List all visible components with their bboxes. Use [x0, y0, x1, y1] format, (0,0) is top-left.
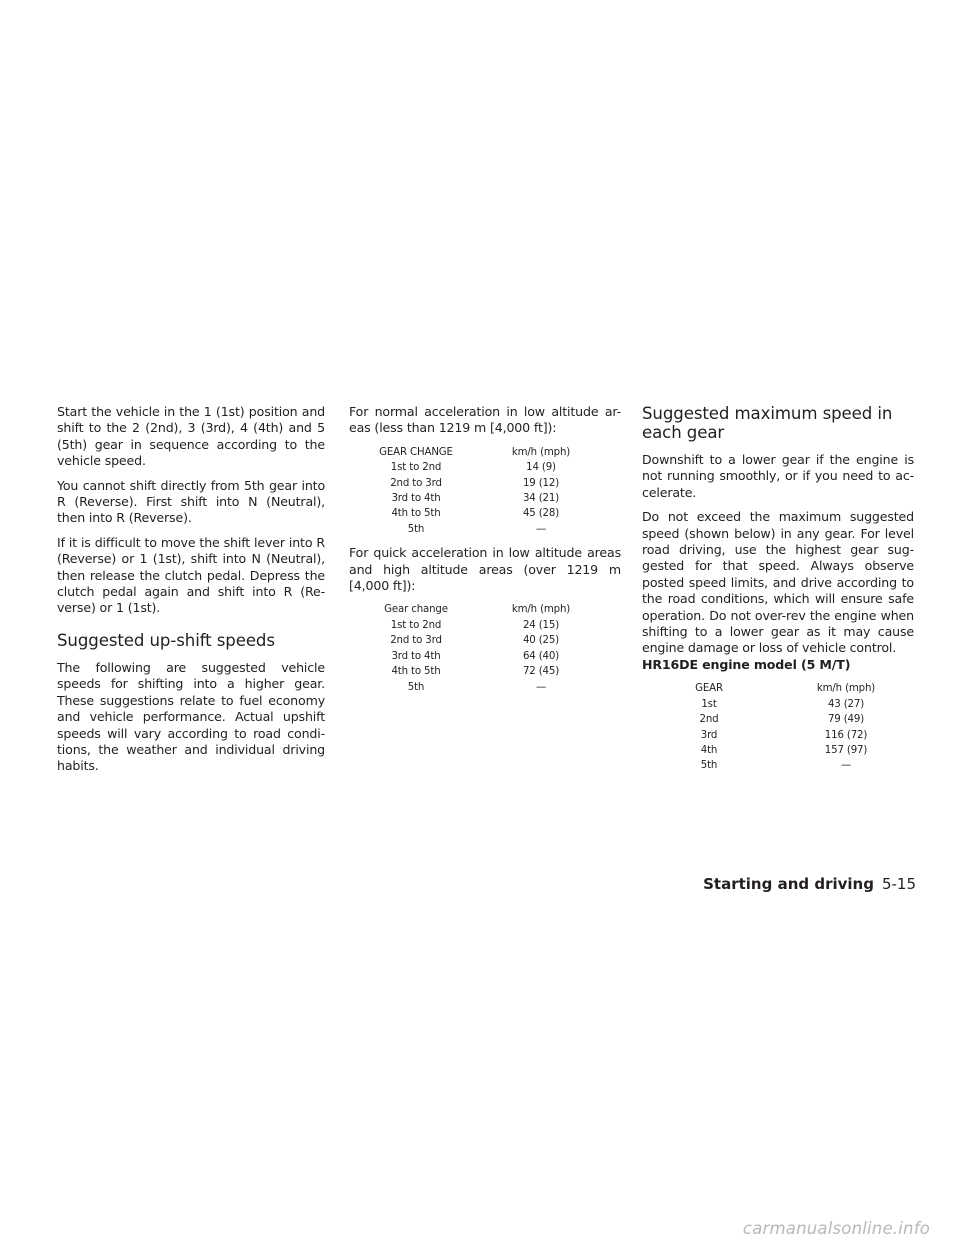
paragraph-quick-acceleration: For quick acceleration in low altitude areas and high altitude areas (over 1219 m [4,000 ft]): — [349, 545, 621, 594]
heading-upshift-speeds: Suggested up-shift speeds — [57, 630, 275, 650]
table-cell-gear: 5th — [407, 523, 425, 535]
table-header-row — [375, 445, 593, 460]
table-header-speed: km/h (mph) — [816, 683, 876, 695]
table-cell-speed: 157 (97) — [824, 744, 868, 756]
table-row — [375, 680, 593, 695]
table-header-speed: km/h (mph) — [511, 446, 571, 458]
paragraph-start-vehicle: Start the vehicle in the 1 (1st) position and shift to the 2 (2nd), 3 (3rd), 4 (4th) and 5 (5th) gear in sequence according to the vehicle speed. — [57, 404, 325, 469]
table-max-speed — [678, 681, 896, 773]
table-cell-speed: 72 (45) — [522, 666, 560, 678]
page-footer — [703, 875, 916, 893]
watermark: carmanualsonline.info — [742, 1219, 930, 1238]
table-cell-speed: — — [840, 760, 852, 772]
footer-section-title: Starting and driving — [703, 875, 874, 893]
paragraph-downshift: Downshift to a lower gear if the engine is not running smoothly, or if you need to ac-celerate. — [642, 452, 914, 500]
paragraph-upshift-info: The following are suggested vehicle speeds for shifting into a higher gear. These suggestions relate to fuel economy and vehicle performance. Actual upshift speeds will vary according to road condi-tions, the weather and individual driving habits. — [57, 659, 325, 774]
table-cell-speed: 64 (40) — [522, 650, 560, 662]
table-row — [375, 522, 593, 537]
table-cell-speed: — — [535, 523, 547, 535]
table-header-row — [678, 681, 896, 696]
table-cell-speed: 34 (21) — [522, 493, 560, 505]
table-row — [375, 476, 593, 491]
table-cell-speed: 40 (25) — [522, 635, 560, 647]
table-header-gear: GEAR — [695, 683, 723, 695]
table-cell-gear: 2nd — [699, 714, 719, 726]
table-cell-gear: 3rd — [700, 729, 718, 741]
right-column — [642, 404, 914, 782]
table-cell-gear: 5th — [700, 760, 718, 772]
table-row — [678, 712, 896, 727]
table-row — [678, 728, 896, 743]
paragraph-reverse-shift: You cannot shift directly from 5th gear into R (Reverse). First shift into N (Neutral), then into R (Reverse). — [57, 477, 325, 526]
table-cell-speed: 24 (15) — [522, 619, 560, 631]
table-normal-acceleration — [375, 445, 593, 537]
table-header-gear: Gear change — [384, 604, 448, 616]
table-cell-speed: 19 (12) — [522, 477, 560, 489]
table-cell-gear: 1st to 2nd — [390, 619, 442, 631]
page-number: 5-15 — [881, 875, 916, 893]
heading-maximum-speed: Suggested maximum speed in each gear — [642, 404, 893, 442]
table-cell-speed: — — [535, 681, 547, 693]
table-row — [375, 664, 593, 679]
middle-column — [349, 404, 621, 703]
table-cell-speed: 45 (28) — [522, 508, 560, 520]
table-cell-speed: 43 (27) — [827, 698, 865, 710]
table-row — [678, 758, 896, 773]
table-row — [678, 697, 896, 712]
paragraph-normal-acceleration: For normal acceleration in low altitude ar-eas (less than 1219 m [4,000 ft]): — [349, 404, 621, 436]
table-header-gear: GEAR CHANGE — [379, 446, 453, 458]
paragraph-max-speed-warning: Do not exceed the maximum suggested speed (shown below) in any gear. For level road driving, use the highest gear sug-gested for that speed. Always observe posted speed limits, and drive according to the road conditions, which will ensure safe operation. Do not over-rev the engine when shifting to a lower gear as it may cause engine damage or loss of vehicle control. — [642, 509, 914, 656]
table-header-row — [375, 602, 593, 617]
table-cell-gear: 1st to 2nd — [390, 462, 442, 474]
table-row — [375, 506, 593, 521]
subheading-engine-model: HR16DE engine model (5 M/T) — [642, 656, 851, 672]
table-row — [375, 633, 593, 648]
table-cell-gear: 1st — [701, 698, 717, 710]
table-cell-speed: 116 (72) — [824, 729, 868, 741]
table-row — [375, 618, 593, 633]
table-header-speed: km/h (mph) — [511, 604, 571, 616]
paragraph-difficult-shift: If it is difficult to move the shift lever into R (Reverse) or 1 (1st), shift into N (Neutral), then release the clutch pedal. Depress the clutch pedal again and shift into R (Re-verse) or 1 (1st). — [57, 534, 325, 616]
table-cell-gear: 4th to 5th — [391, 666, 441, 678]
table-cell-gear: 2nd to 3rd — [390, 635, 442, 647]
table-quick-acceleration — [375, 602, 593, 694]
table-row — [678, 743, 896, 758]
table-row — [375, 649, 593, 664]
table-cell-gear: 3rd to 4th — [391, 493, 441, 505]
table-cell-gear: 5th — [407, 681, 425, 693]
table-row — [375, 460, 593, 475]
table-cell-speed: 79 (49) — [827, 714, 865, 726]
table-cell-gear: 3rd to 4th — [391, 650, 441, 662]
left-column — [57, 404, 325, 783]
table-row — [375, 491, 593, 506]
table-cell-gear: 4th to 5th — [391, 508, 441, 520]
table-cell-speed: 14 (9) — [526, 462, 556, 474]
table-cell-gear: 4th — [700, 744, 718, 756]
table-cell-gear: 2nd to 3rd — [390, 477, 442, 489]
